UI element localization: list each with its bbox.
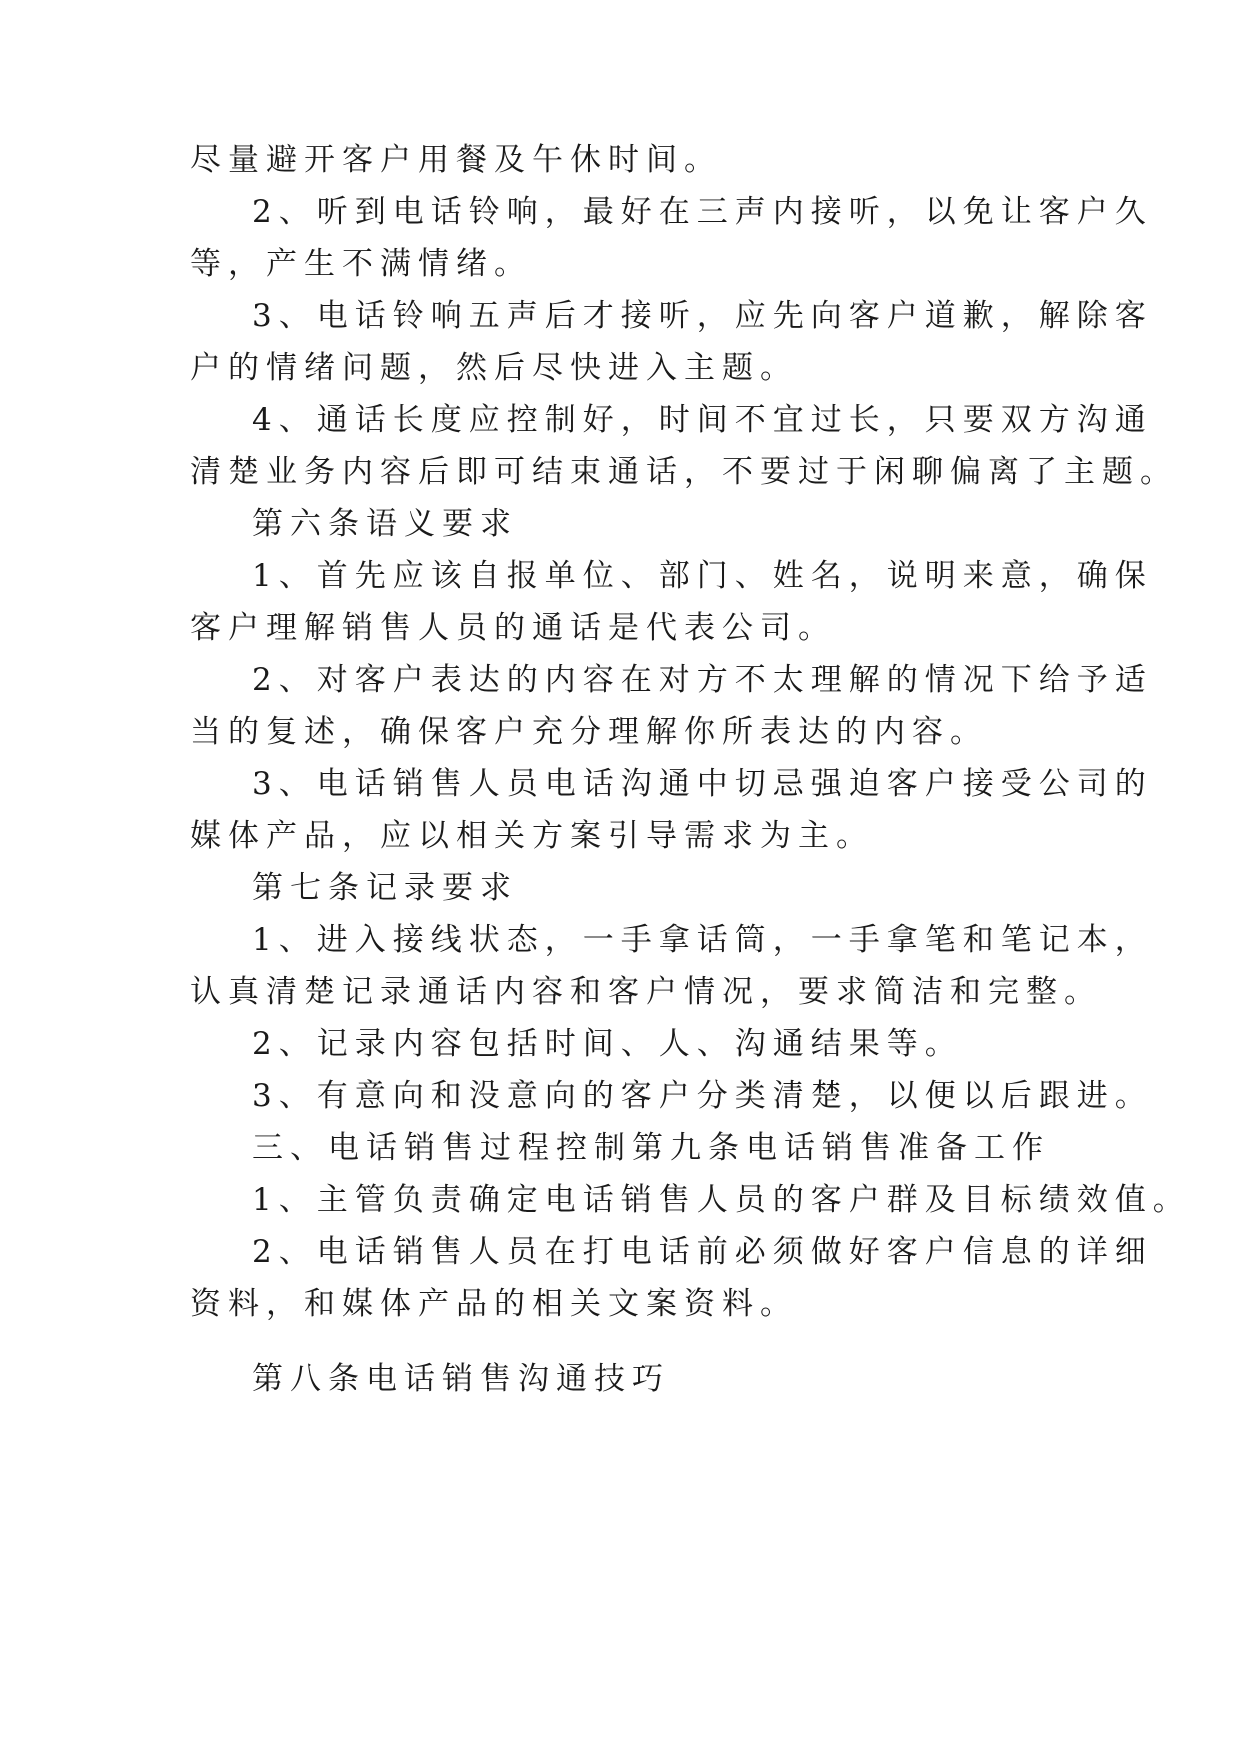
text-line: 资料，和媒体产品的相关文案资料。 <box>190 1286 798 1322</box>
text-line: 4、通话长度应控制好，时间不宜过长，只要双方沟通 <box>252 402 1153 438</box>
text-line: 3、电话销售人员电话沟通中切忌强迫客户接受公司的 <box>252 766 1153 802</box>
text-line: 1、进入接线状态，一手拿话筒，一手拿笔和笔记本， <box>252 922 1153 958</box>
text-line: 1、首先应该自报单位、部门、姓名，说明来意，确保 <box>252 558 1153 594</box>
text-line: 三、电话销售过程控制第九条电话销售准备工作 <box>252 1130 1050 1166</box>
text-line: 第七条记录要求 <box>252 870 518 906</box>
text-line: 1、主管负责确定电话销售人员的客户群及目标绩效值。 <box>252 1182 1191 1218</box>
text-line: 认真清楚记录通话内容和客户情况，要求简洁和完整。 <box>190 974 1102 1010</box>
text-line: 尽量避开客户用餐及午休时间。 <box>190 142 722 178</box>
text-line: 客户理解销售人员的通话是代表公司。 <box>190 610 836 646</box>
text-line: 3、电话铃响五声后才接听，应先向客户道歉，解除客 <box>252 298 1153 334</box>
text-line: 第六条语义要求 <box>252 506 518 542</box>
text-line: 2、电话销售人员在打电话前必须做好客户信息的详细 <box>252 1234 1153 1270</box>
text-line: 等，产生不满情绪。 <box>190 246 532 282</box>
text-line: 2、听到电话铃响，最好在三声内接听，以免让客户久 <box>252 194 1153 230</box>
text-line: 当的复述，确保客户充分理解你所表达的内容。 <box>190 714 988 750</box>
text-line: 媒体产品，应以相关方案引导需求为主。 <box>190 818 874 854</box>
text-line: 第八条电话销售沟通技巧 <box>252 1361 670 1397</box>
text-line: 2、对客户表达的内容在对方不太理解的情况下给予适 <box>252 662 1153 698</box>
text-line: 户的情绪问题，然后尽快进入主题。 <box>190 350 798 386</box>
text-line: 3、有意向和没意向的客户分类清楚，以便以后跟进。 <box>252 1078 1153 1114</box>
text-line: 清楚业务内容后即可结束通话，不要过于闲聊偏离了主题。 <box>190 454 1178 490</box>
text-line: 2、记录内容包括时间、人、沟通结果等。 <box>252 1026 963 1062</box>
